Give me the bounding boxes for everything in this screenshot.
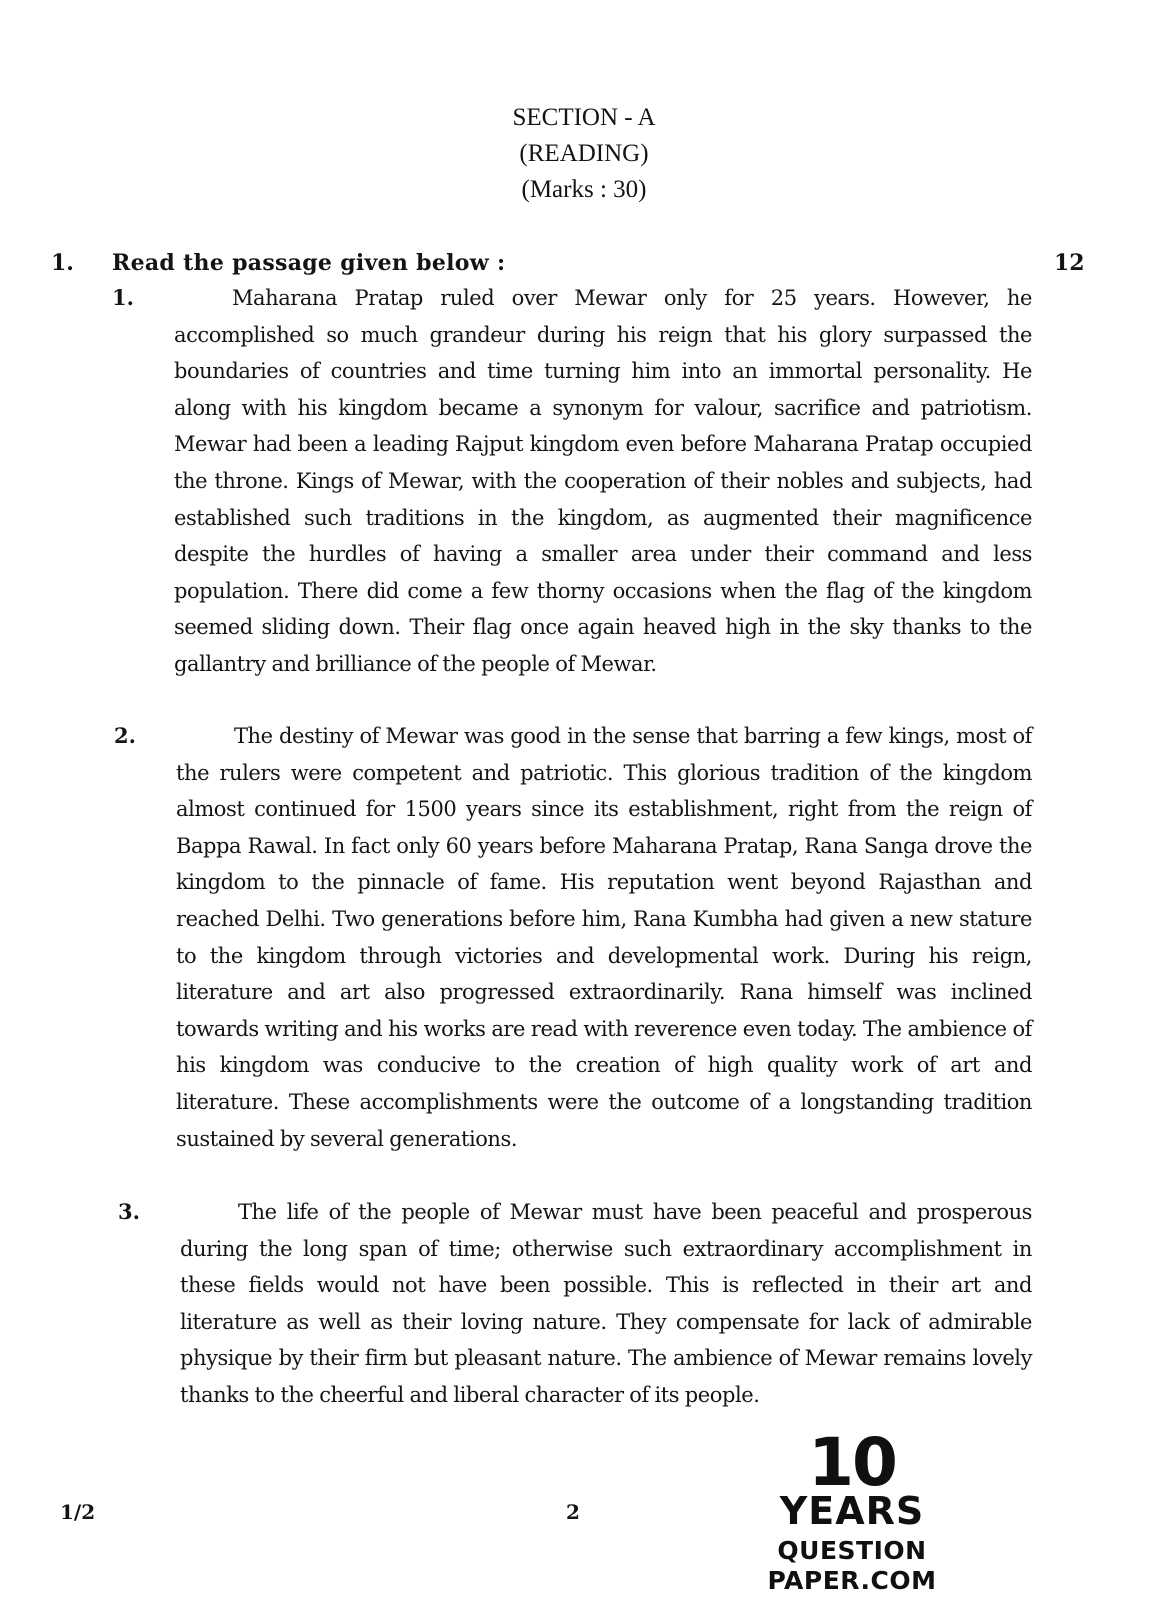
- passage-paragraph-1: [112, 280, 1032, 683]
- paragraph-text: The life of the people of Mewar must have been peaceful and prosperous during the long span of time; otherwise such extraordinary accomplishment in these fields would not have been possible. This is reflected in their art and literature as well as their loving nature. They compensate for lack of admirable physique by their firm but pleasant nature. The ambience of Mewar remains lovely thanks to the cheerful and liberal character of its people.: [180, 1200, 1032, 1407]
- paragraph-number: 2.: [114, 723, 136, 748]
- paragraph-text: Maharana Pratap ruled over Mewar only for 25 years. However, he accomplished so much grandeur during his reign that his glory surpassed the boundaries of countries and time turning him into an immortal personality. He along with his kingdom became a synonym for valour, sacrifice and patriotism. Mewar had been a leading Rajput kingdom even before Maharana Pratap occupied the throne. Kings of Mewar, with the cooperation of their nobles and subjects, had established such traditions in the kingdom, as augmented their magnificence despite the hurdles of having a smaller area under their command and less population. There did come a few thorny occasions when the flag of the kingdom seemed sliding down. Their flag once again heaved high in the sky thanks to the gallantry and brilliance of the people of Mewar.: [174, 286, 1032, 676]
- paragraph-text: The destiny of Mewar was good in the sense that barring a few kings, most of the rulers were competent and patriotic. This glorious tradition of the kingdom almost continued for 1500 years since its establishment, right from the reign of Bappa Rawal. In fact only 60 years before Maharana Pratap, Rana Sanga drove the kingdom to the pinnacle of fame. His reputation went beyond Rajasthan and reached Delhi. Two generations before him, Rana Kumbha had given a new stature to the kingdom through victories and developmental work. During his reign, literature and art also progressed extraordinarily. Rana himself was inclined towards writing and his works are read with reverence even today. The ambience of his kingdom was conducive to the creation of high quality work of art and literature. These accomplishments were the outcome of a longstanding tradition sustained by several generations.: [176, 724, 1032, 1151]
- question-marks: 12: [1054, 250, 1085, 276]
- paper-code: 1/2: [60, 1500, 96, 1524]
- question-row: [0, 246, 1164, 280]
- section-title: SECTION - A: [512, 104, 656, 131]
- question-instruction: Read the passage given below :: [112, 250, 506, 276]
- section-subject: (READING): [519, 140, 649, 167]
- section-marks: (Marks : 30): [521, 176, 647, 203]
- passage-paragraph-3: [118, 1194, 1032, 1414]
- watermark-number: 10: [808, 1424, 896, 1501]
- passage-paragraph-2: [114, 718, 1032, 1157]
- paragraph-number: 3.: [118, 1199, 140, 1224]
- page-number: 2: [566, 1500, 580, 1524]
- question-number: 1.: [51, 250, 74, 276]
- section-header: [0, 100, 1164, 208]
- watermark-logo: [702, 1424, 1002, 1595]
- paragraph-number: 1.: [112, 285, 134, 310]
- watermark-years: YEARS: [779, 1489, 925, 1533]
- watermark-site: QUESTION PAPER.COM: [767, 1536, 937, 1595]
